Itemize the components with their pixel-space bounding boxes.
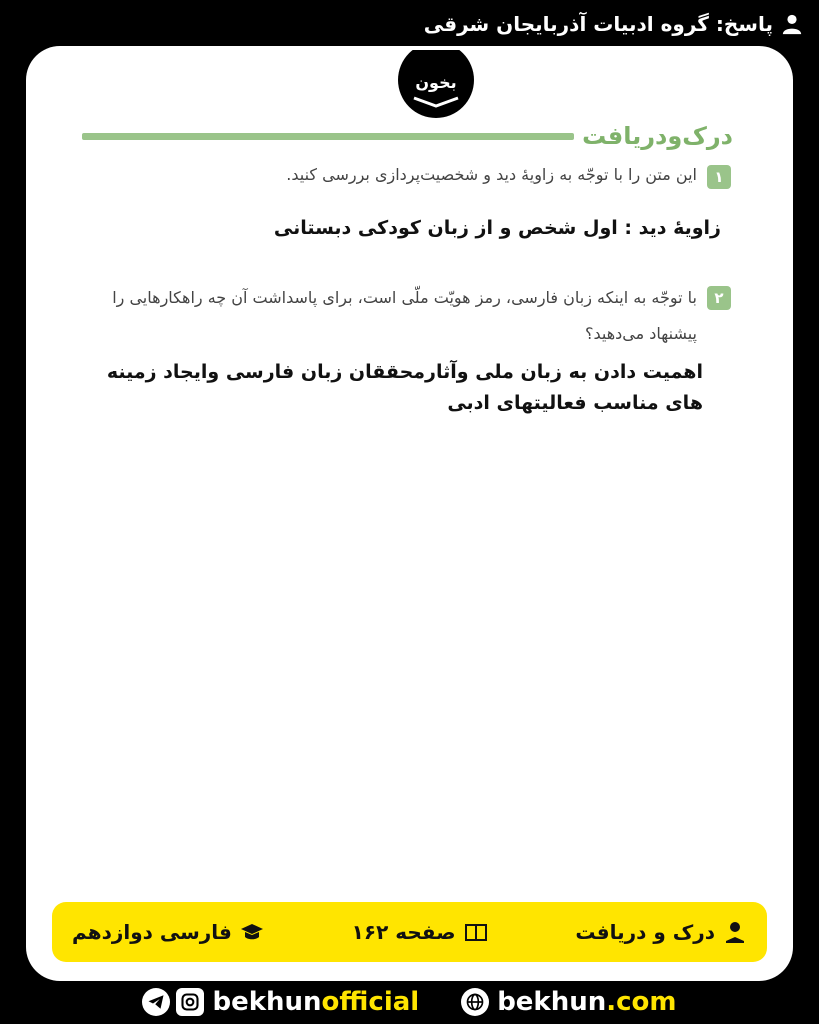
footer-section-label: درک و دریافت [575,920,715,944]
bottom-links [0,982,819,1022]
user-icon [781,13,803,35]
question-1 [286,165,731,189]
website-link[interactable] [461,987,676,1017]
question-number: ۲ [707,286,731,310]
social-handle [212,987,419,1017]
bekhun-logo [396,50,476,120]
content-card [26,46,793,981]
graduation-cap-icon [240,920,264,944]
logo-text: بخون [415,73,457,92]
question-number: ۱ [707,165,731,189]
question-2 [90,286,731,352]
footer-page-label: صفحه ۱۶۲ [351,920,456,944]
section-header [82,118,733,154]
question-text: این متن را با توجّه به زاویهٔ دید و شخصیت‌پردازی بررسی کنید. [286,165,697,184]
footer-info-bar [52,902,767,962]
question-text: با توجّه به اینکه زبان فارسی، رمز هویّت ملّی است، برای پاسداشت آن چه راهکارهایی را پیشنهاد می‌دهید؟ [112,288,697,343]
answer-header-label: پاسخ: گروه ادبیات آذربایجان شرقی [423,12,773,36]
footer-section [575,920,747,944]
section-title: درک‌ودریافت [582,122,733,150]
reader-icon [723,920,747,944]
answer-header [424,6,803,42]
answer-1: زاویهٔ دید : اول شخص و از زبان کودکی دبستانی [273,217,721,239]
handle-part-a: bekhun [212,987,322,1017]
social-handle-link[interactable] [142,987,419,1017]
globe-icon [461,988,489,1016]
footer-page [352,920,488,944]
answer-2: اهمیت دادن به زبان ملی وآثارمحققان زبان فارسی وایجاد زمینه های مناسب فعالیتهای ادبی [106,361,703,414]
footer-book-label: فارسی دوازدهم [72,920,232,944]
section-divider [82,133,574,140]
handle-part-b: official [321,987,420,1017]
site-part-a: bekhun [497,987,607,1017]
telegram-icon[interactable] [142,988,170,1016]
footer-book [72,920,264,944]
open-book-icon [464,920,488,944]
site-part-b: .com [606,987,677,1017]
website-url [497,987,676,1017]
instagram-icon[interactable] [176,988,204,1016]
